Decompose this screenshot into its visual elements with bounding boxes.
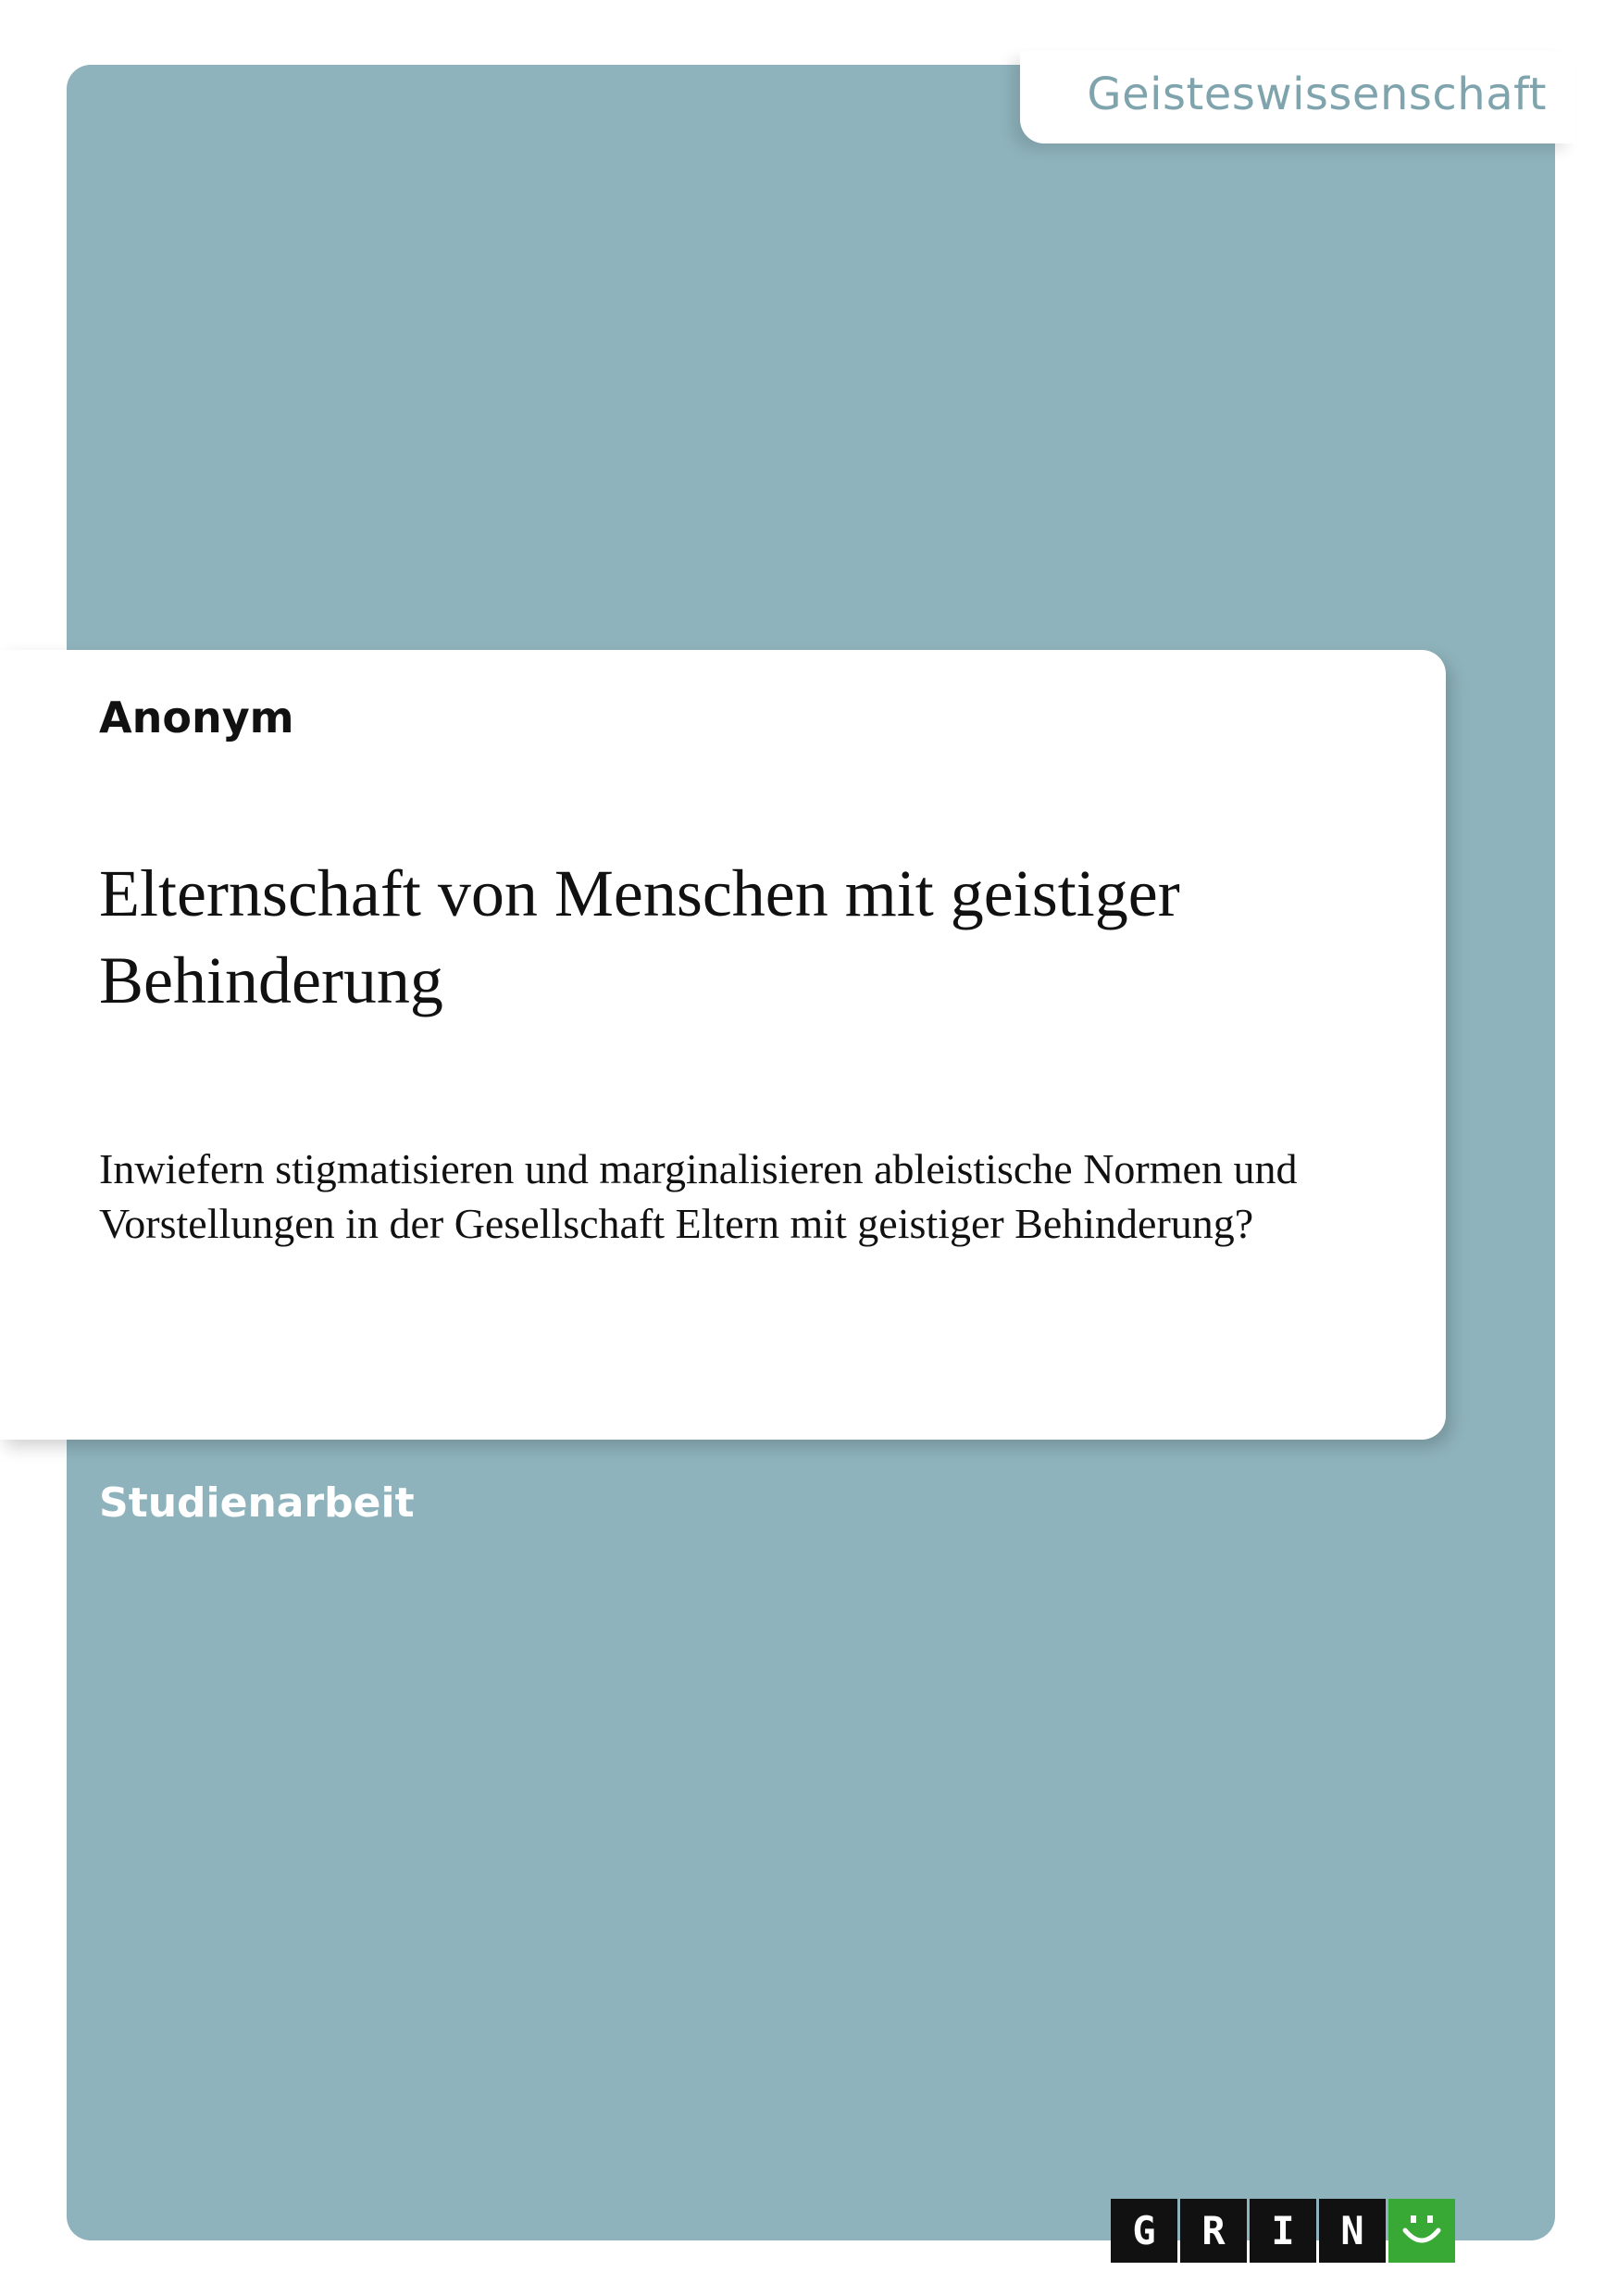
logo-letter-g: G bbox=[1111, 2199, 1177, 2263]
category-label: Geisteswissenschaft bbox=[1087, 69, 1547, 120]
title-card bbox=[0, 650, 1446, 1440]
logo-letter-i: I bbox=[1250, 2199, 1316, 2263]
logo-letter-n: N bbox=[1319, 2199, 1386, 2263]
book-subtitle: Inwiefern stigmatisieren und marginalisieren ableistische Normen und Vorstellungen in der Gesellschaft Eltern mit geistiger Behinderung? bbox=[99, 1145, 1298, 1247]
author-name: Anonym bbox=[99, 693, 294, 742]
smile-icon bbox=[1388, 2199, 1455, 2263]
book-title: Elternschaft von Menschen mit geistiger Behinderung bbox=[99, 856, 1180, 1017]
document-type: Studienarbeit bbox=[99, 1479, 415, 1527]
logo-letter-r: R bbox=[1180, 2199, 1247, 2263]
grin-logo bbox=[1111, 2199, 1455, 2263]
